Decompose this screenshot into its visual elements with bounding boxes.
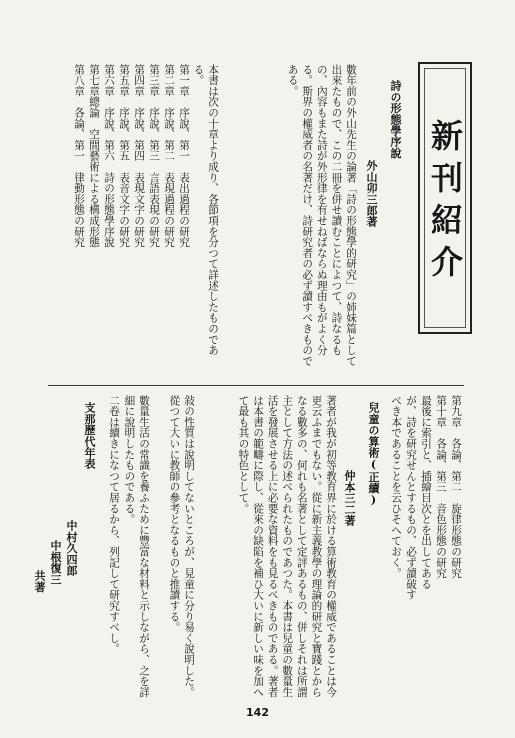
review2-paragraph2: 敍の性質は說明してないところが、見童に分り易く說明した。從つて大いに教師の參考となるものと推讀する。 — [168, 395, 195, 698]
review1-chapter-1: 第一章 序說、第一 表出過程の研究 — [178, 64, 190, 248]
review3-author-suffix: 共著 — [33, 570, 46, 593]
review1-book-title: 詩の形態學序說 — [389, 80, 402, 159]
review1-cont-line-5: べき本であることを云ひそへておく。 — [390, 395, 402, 579]
review1-chapter-3: 第三章 序說、第三 言語表現の研究 — [148, 64, 160, 248]
review1-chapter-2: 第二章 序說、第二 表現過程の研究 — [163, 64, 175, 248]
review2-paragraph4: 二卷は續きになつて居るから、列記して研究すべし。 — [108, 395, 120, 655]
review1-cont-line-3: 最後に索引と、插繪目次とを出してある — [420, 395, 432, 590]
review1-chapter-5: 第五章 序說、第五 表音文字の研究 — [118, 64, 130, 248]
review1-paragraph2: 本書は次の十章より成り、各節項を分つて詳述したものである。 — [192, 64, 219, 356]
review1-author: 外山卯三郎著 — [365, 160, 378, 228]
review1-chapter-8: 第八章 各論、第一 律動形態の研究 — [73, 64, 85, 248]
review2-book-title: 兒童の算術(正續) — [367, 402, 380, 507]
review1-chapter-4: 第四章 序說、第四 表現文字の研究 — [133, 64, 145, 248]
section-title-box — [418, 62, 472, 334]
section-title: 新刊紹介 — [426, 119, 464, 287]
review1-cont-line-4: が、詩を研究せんとするもの、必ず讀破す — [405, 395, 417, 601]
review3-author-1: 中村久四郎 — [65, 520, 78, 576]
middle-divider — [48, 385, 464, 386]
review2-paragraph1: 著者が我が初等教育界に於ける算術教育の權威であることは今更云ふまでもない。從に新主義教學の理論的研究と寶踐とからなる數多の、何れも名著として定評あるもの、併しそれは所謂主として方法の述べられたものであつた。本書は兒童の數量生活を發展させる上に必要な資料をも見るべきものである。著者は本書の範疇に際し、從來の缺陷を補ひ大いに新しい味を加へて最も其の特色として。 — [237, 395, 337, 698]
review3-author-2: 中根復三 — [49, 540, 62, 585]
review3-book-title: 支那歷代年表 — [83, 402, 96, 470]
review2-author: 仲本三二著 — [343, 470, 356, 526]
review1-cont-line-2: 第十章 各論、第三 音色形態の研究 — [435, 395, 447, 579]
review1-chapter-7: 第七章總論 空間藝術による構成形態 — [88, 64, 100, 248]
review1-chapter-6: 第六章 序說、第六 詩の形態學序說 — [103, 64, 115, 248]
review2-paragraph3: 數量生活の常識を養ふために豐富な材料と示しながら、之を詳細に說明したものである。 — [123, 395, 150, 698]
review1-paragraph1: 數年前の外山先生の論著「詩の形態學的研究」の姉妹篇として出來たもので、この二冊を併せ讀むことによつて、詩なるもの、內容もまた詩が外形律を有せねばならぬ理由もがよく分る。斯界の權威者の名著だけ、詩研究者の必ず讀すべきものである。 — [286, 64, 357, 367]
page-number: 142 — [246, 706, 269, 719]
review1-cont-line-1: 第九章 各論、第二 旋律形態の研究 — [450, 395, 462, 579]
